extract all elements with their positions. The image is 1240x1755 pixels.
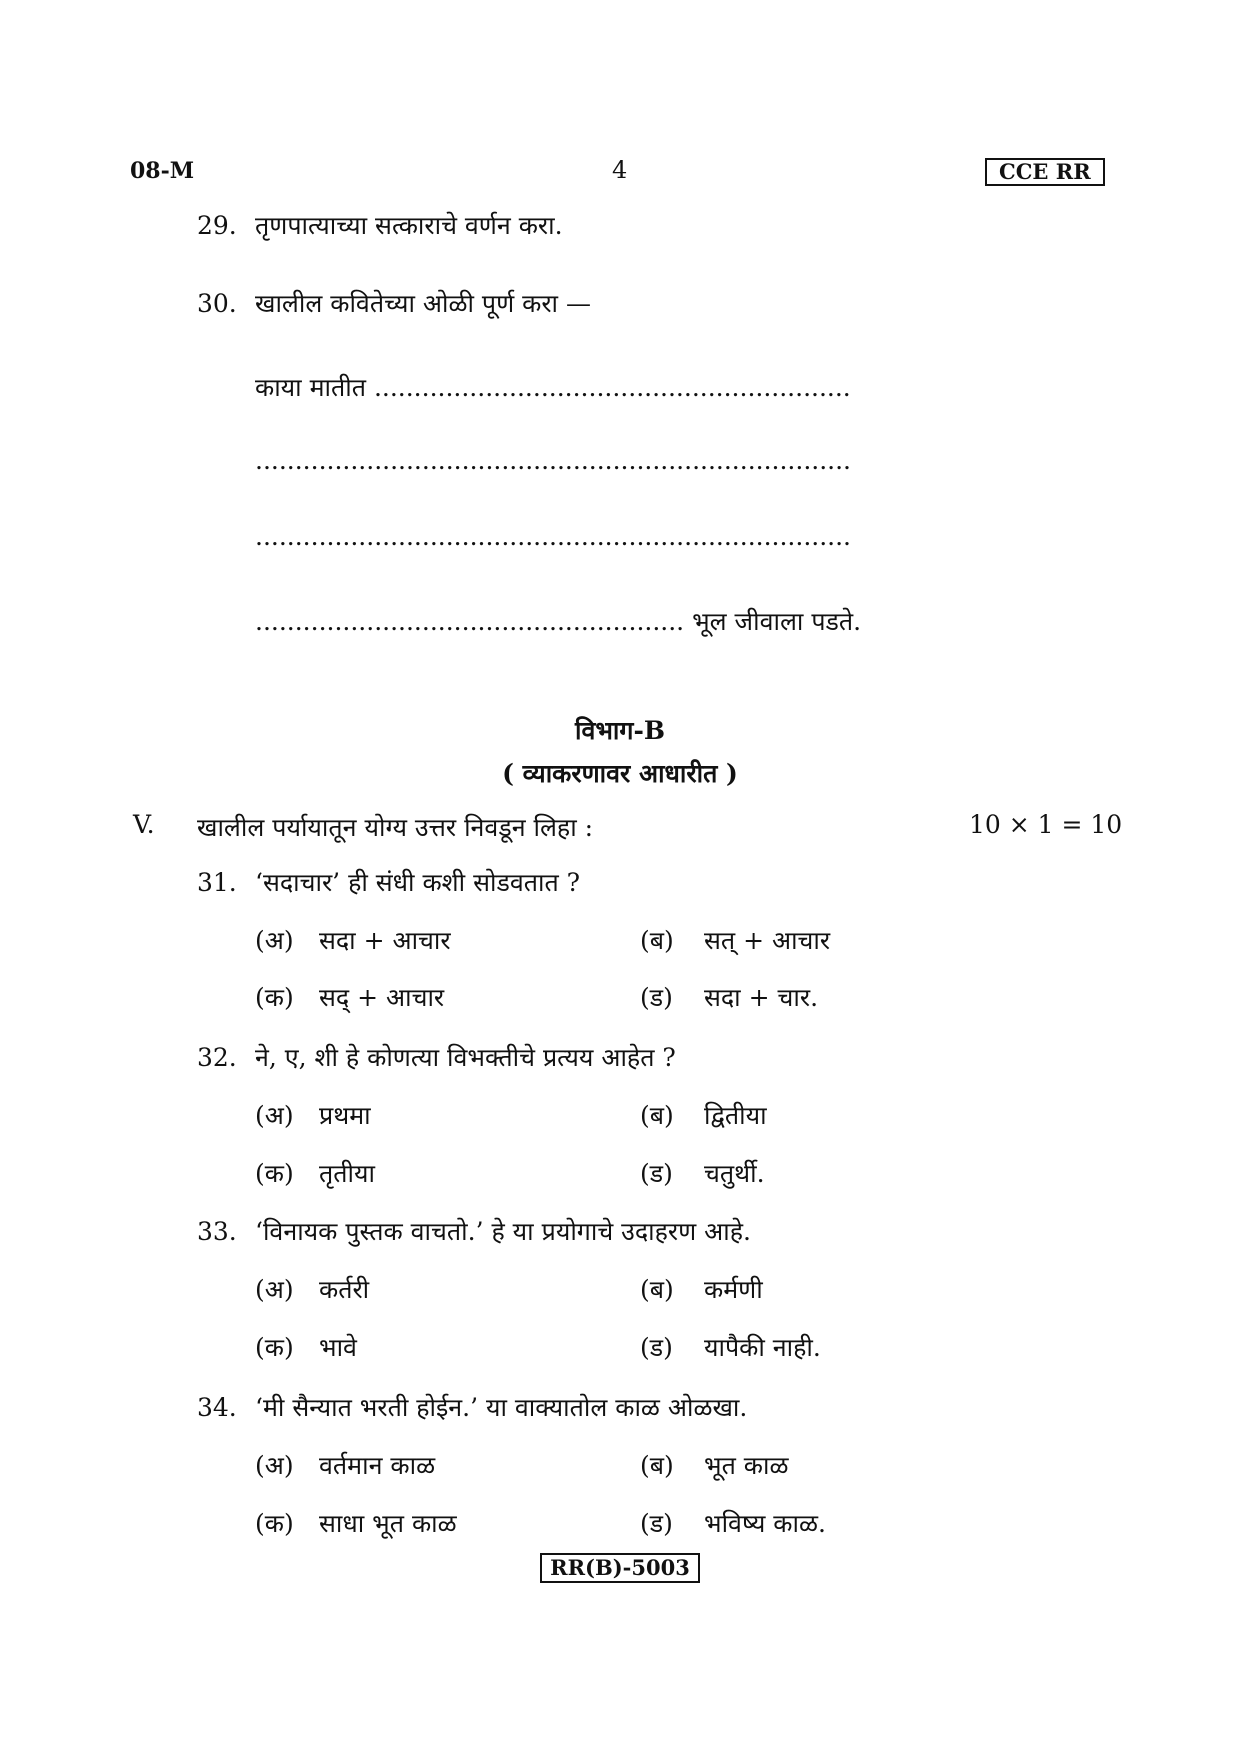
option-label: (अ) (255, 1451, 294, 1480)
option-text: वर्तमान काळ (319, 1451, 436, 1480)
option-34-d (640, 1506, 826, 1540)
option-33-c (255, 1330, 357, 1364)
question-number: 30. (197, 289, 237, 318)
option-text: साधा भूत काळ (319, 1509, 457, 1538)
option-31-a (255, 923, 451, 957)
question-text: ‘मी सैन्यात भरती होईन.’ या वाक्यातोल काळ ओळखा. (255, 1393, 748, 1422)
option-text: भूत काळ (704, 1451, 789, 1480)
option-32-c (255, 1156, 375, 1190)
footer-code: RR(B)-5003 (540, 1553, 700, 1583)
option-label: (अ) (255, 1101, 294, 1130)
question-32 (197, 1040, 676, 1074)
question-text: खालील कवितेच्या ओळी पूर्ण करा — (255, 289, 591, 318)
question-number: 29. (197, 211, 237, 240)
option-label: (ब) (640, 1451, 674, 1480)
question-30 (197, 286, 591, 320)
option-text: यापैकी नाही. (704, 1333, 821, 1362)
option-33-b (640, 1272, 763, 1306)
option-31-d (640, 980, 818, 1014)
option-34-c (255, 1506, 457, 1540)
option-label: (क) (255, 1509, 294, 1538)
question-text: तृणपात्याच्या सत्काराचे वर्णन करा. (255, 211, 563, 240)
part-v-instruction: खालील पर्यायातून योग्य उत्तर निवडून लिहा : (197, 813, 594, 842)
option-text: प्रथमा (319, 1101, 371, 1130)
part-v-marks: 10 × 1 = 10 (969, 810, 1123, 839)
option-label: (ड) (640, 1333, 673, 1362)
option-text: भविष्य काळ. (704, 1509, 826, 1538)
question-34 (197, 1390, 747, 1424)
option-label: (ड) (640, 1509, 673, 1538)
question-text: ने, ए, शी हे कोणत्या विभक्तीचे प्रत्यय आहेत ? (255, 1043, 676, 1072)
option-text: द्वितीया (704, 1101, 767, 1130)
option-text: भावे (319, 1333, 357, 1362)
option-label: (ड) (640, 983, 673, 1012)
cce-rr-badge: CCE RR (985, 158, 1105, 186)
question-number: 34. (197, 1393, 237, 1422)
question-29 (197, 208, 563, 242)
option-33-a (255, 1272, 369, 1306)
option-text: कर्मणी (704, 1275, 763, 1304)
option-32-b (640, 1098, 767, 1132)
question-number: 33. (197, 1217, 237, 1246)
question-33 (197, 1214, 751, 1248)
option-label: (क) (255, 983, 294, 1012)
option-label: (ब) (640, 1275, 674, 1304)
poem-line-1: काया मातीत ............................................................ (255, 373, 851, 402)
part-v-number: V. (133, 810, 155, 839)
option-32-d (640, 1156, 765, 1190)
option-text: सत् + आचार (704, 926, 831, 955)
poem-line-4: ...................................................... भूल जीवाला पडते. (255, 607, 862, 636)
question-text: ‘विनायक पुस्तक वाचतो.’ हे या प्रयोगाचे उदाहरण आहे. (255, 1217, 751, 1246)
section-title: विभाग-B (574, 716, 665, 745)
question-number: 31. (197, 868, 237, 897)
option-label: (अ) (255, 926, 294, 955)
option-32-a (255, 1098, 371, 1132)
question-31 (197, 865, 580, 899)
option-text: कर्तरी (319, 1275, 370, 1304)
option-31-c (255, 980, 444, 1014)
option-text: सदा + आचार (319, 926, 451, 955)
option-label: (अ) (255, 1275, 294, 1304)
poem-line-2: ........................................................................... (255, 446, 852, 475)
question-text: ‘सदाचार’ ही संधी कशी सोडवतात ? (255, 868, 581, 897)
option-34-a (255, 1448, 435, 1482)
option-text: सद् + आचार (319, 983, 445, 1012)
option-31-b (640, 923, 830, 957)
option-label: (ड) (640, 1159, 673, 1188)
footer (0, 1553, 1240, 1583)
option-text: सदा + चार. (704, 983, 819, 1012)
option-34-b (640, 1448, 788, 1482)
option-label: (ब) (640, 926, 674, 955)
question-number: 32. (197, 1043, 237, 1072)
page-number: 4 (612, 156, 628, 184)
section-subtitle: ( व्याकरणावर आधारीत ) (502, 759, 738, 788)
option-label: (ब) (640, 1101, 674, 1130)
option-text: चतुर्थी. (704, 1159, 765, 1188)
poem-line-3: ........................................................................... (255, 522, 852, 551)
option-label: (क) (255, 1159, 294, 1188)
option-label: (क) (255, 1333, 294, 1362)
option-text: तृतीया (319, 1159, 375, 1188)
option-33-d (640, 1330, 821, 1364)
paper-code: 08-M (130, 158, 195, 184)
